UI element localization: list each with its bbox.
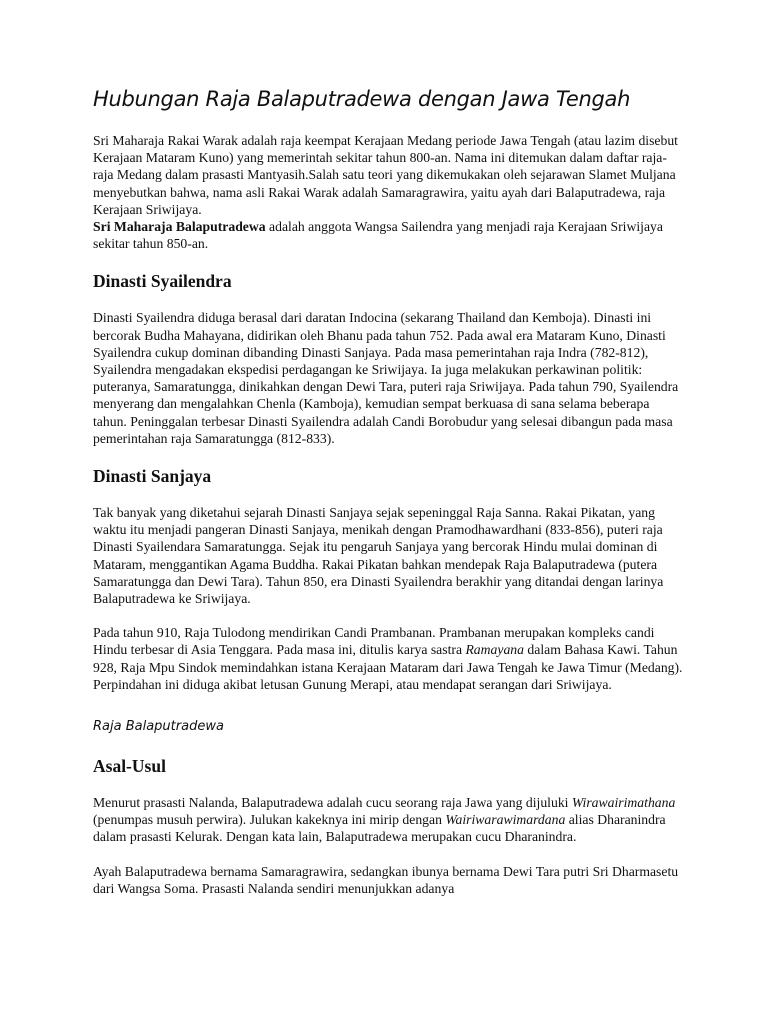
intro-paragraph-2-text: adalah anggota Wangsa Sailendra yang menjadi raja Kerajaan Sriwijaya sekitar tahun 850-an.	[93, 219, 663, 252]
intro-paragraph-2	[93, 218, 683, 252]
heading-dinasti-sanjaya: Dinasti Sanjaya	[93, 466, 212, 487]
asal-usul-p1-c: alias Dharanindra dalam prasasti Kelurak. Dengan kata lain, Balaputradewa merupakan cucu Dharanindra.	[93, 812, 666, 845]
ramayana-italic: Ramayana	[465, 642, 524, 658]
subheading-raja-balaputradewa: Raja Balaputradewa	[93, 719, 224, 735]
heading-asal-usul: Asal-Usul	[93, 756, 166, 777]
intro-paragraph-1: Sri Maharaja Rakai Warak adalah raja keempat Kerajaan Medang periode Jawa Tengah (atau lazim disebut Kerajaan Mataram Kuno) yang memerintah sekitar tahun 800-an. Nama ini ditemukan dalam daftar raja-raja Medang dalam prasasti Mantyasih.Salah satu teori yang dikemukakan oleh sejarawan Slamet Muljana menyebutkan bahwa, nama asli Rakai Warak adalah Samaragrawira, yaitu ayah dari Balaputradewa, raja Kerajaan Sriwijaya.	[93, 133, 678, 217]
asal-usul-paragraph-2: Ayah Balaputradewa bernama Samaragrawira, sedangkan ibunya bernama Dewi Tara putri Sri Dharmasetu dari Wangsa Soma. Prasasti Nalanda sendiri menunjukkan adanya	[93, 863, 679, 896]
syailendra-paragraph: Dinasti Syailendra diduga berasal dari daratan Indocina (sekarang Thailand dan Kemboja). Dinasti ini bercorak Budha Mahayana, didirikan oleh Bhanu pada tahun 752. Pada awal era Mataram Kuno, Dinasti Syailendra cukup dominan dibanding Dinasti Sanjaya. Pada masa pemerintahan raja Indra (782-812), Syailendra mengadakan ekspedisi perdagangan ke Sriwijaya. Ia juga melakukan perkawinan politik: puteranya, Samaratungga, dinikahkan dengan Dewi Tara, puteri raja Sriwijaya. Pada tahun 790, Syailendra menyerang dan mengalahkan Chenla (Kamboja), kemudian sempat berkuasa di sana selama beberapa tahun. Peninggalan terbesar Dinasti Syailendra adalah Candi Borobudur yang selesai dibangun pada masa pemerintahan raja Samaratungga (812-833).	[93, 310, 679, 446]
sanjaya-paragraph-2-a: Pada tahun 910, Raja Tulodong mendirikan Candi Prambanan. Prambanan merupakan kompleks candi Hindu terbesar di Asia Tenggara. Pada masa ini, ditulis karya sastra	[93, 625, 655, 658]
page-title: Hubungan Raja Balaputradewa dengan Jawa Tengah	[93, 87, 631, 111]
heading-dinasti-syailendra: Dinasti Syailendra	[93, 271, 232, 292]
intro-bold-name: Sri Maharaja Balaputradewa	[93, 219, 266, 235]
wirawairimathana-italic: Wirawairimathana	[571, 795, 676, 811]
sanjaya-paragraph-2-b: dalam Bahasa Kawi. Tahun 928, Raja Mpu Sindok memindahkan istana Kerajaan Mataram dari Jawa Tengah ke Jawa Timur (Medang). Perpindahan ini diduga akibat letusan Gunung Merapi, atau mendapat serangan dari Sriwijaya.	[93, 642, 683, 692]
asal-usul-paragraph-1	[93, 794, 683, 846]
sanjaya-paragraph-1: Tak banyak yang diketahui sejarah Dinasti Sanjaya sejak sepeninggal Raja Sanna. Rakai Pikatan, yang waktu itu menjadi pangeran Dinasti Sanjaya, menikah dengan Pramodhawardhani (833-856), puteri raja Dinasti Syailendara Samaratungga. Sejak itu pengaruh Sanjaya yang bercorak Hindu mulai dominan di Mataram, menggantikan Agama Buddha. Rakai Pikatan bahkan mendepak Raja Balaputradewa (putera Samaratungga dan Dewi Tara). Tahun 850, era Dinasti Syailendra berakhir yang ditandai dengan larinya Balaputradewa ke Sriwijaya.	[93, 505, 664, 607]
asal-usul-p1-b: (penumpas musuh perwira). Julukan kakeknya ini mirip dengan	[93, 812, 446, 828]
document-content	[93, 84, 683, 914]
sanjaya-paragraph-2	[93, 624, 683, 693]
wairiwarawimardana-italic: Wairiwarawimardana	[445, 812, 566, 828]
asal-usul-p1-a: Menurut prasasti Nalanda, Balaputradewa adalah cucu seorang raja Jawa yang dijuluki	[93, 795, 572, 811]
